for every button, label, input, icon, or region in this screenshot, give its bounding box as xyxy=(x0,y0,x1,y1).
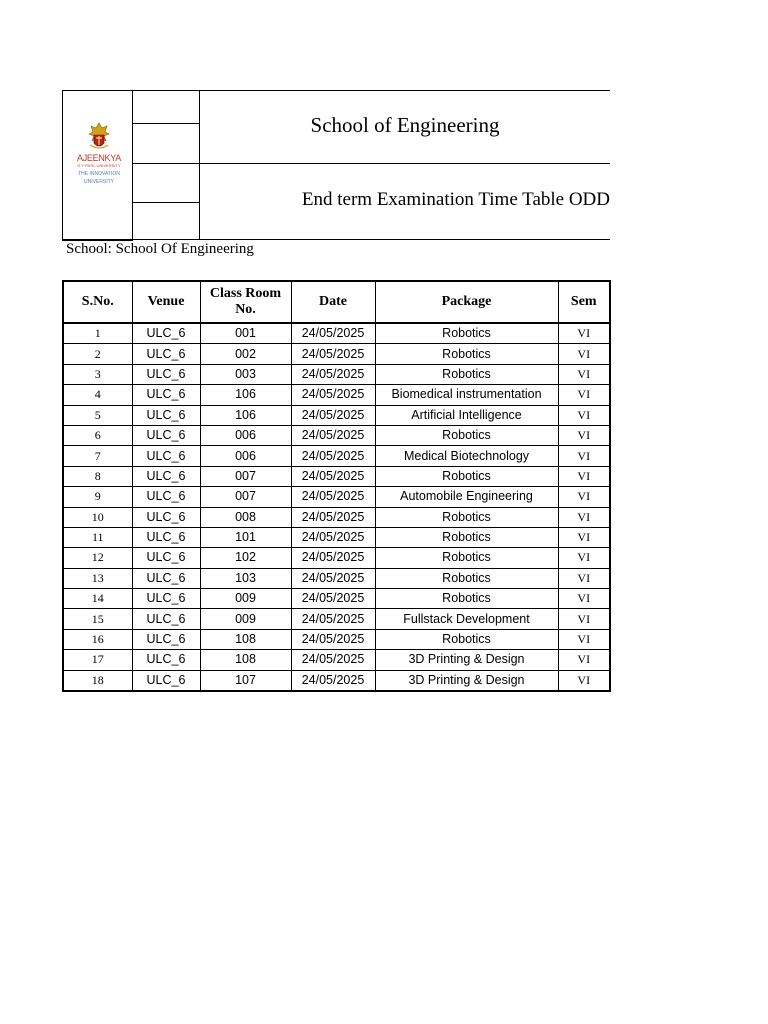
table-row xyxy=(63,527,610,547)
header-middle-column xyxy=(132,90,200,241)
cell-date: 24/05/2025 xyxy=(291,527,375,547)
cell-venue: ULC_6 xyxy=(132,609,200,629)
cell-classroom: 006 xyxy=(200,425,291,445)
cell-date: 24/05/2025 xyxy=(291,487,375,507)
cell-date: 24/05/2025 xyxy=(291,425,375,445)
cell-date: 24/05/2025 xyxy=(291,629,375,649)
cell-sem: VI xyxy=(558,466,610,486)
cell-venue: ULC_6 xyxy=(132,629,200,649)
cell-classroom: 107 xyxy=(200,670,291,691)
cell-sno: 4 xyxy=(63,385,132,405)
cell-date: 24/05/2025 xyxy=(291,323,375,344)
table-row xyxy=(63,425,610,445)
cell-package: Biomedical instrumentation xyxy=(375,385,558,405)
cell-sno: 9 xyxy=(63,487,132,507)
cell-classroom: 008 xyxy=(200,507,291,527)
cell-package: Robotics xyxy=(375,629,558,649)
cell-sno: 14 xyxy=(63,589,132,609)
cell-sem: VI xyxy=(558,364,610,384)
cell-classroom: 101 xyxy=(200,527,291,547)
table-row xyxy=(63,364,610,384)
cell-sem: VI xyxy=(558,568,610,588)
cell-classroom: 102 xyxy=(200,548,291,568)
cell-package: Robotics xyxy=(375,589,558,609)
column-header-sem: Sem xyxy=(558,281,610,323)
cell-sem: VI xyxy=(558,629,610,649)
cell-date: 24/05/2025 xyxy=(291,385,375,405)
cell-classroom: 001 xyxy=(200,323,291,344)
logo-subtitle: D Y PATIL UNIVERSITY xyxy=(77,163,121,168)
cell-sno: 17 xyxy=(63,650,132,670)
table-row xyxy=(63,446,610,466)
table-row xyxy=(63,405,610,425)
school-label: School: School Of Engineering xyxy=(66,241,254,257)
table-row xyxy=(63,650,610,670)
cell-classroom: 007 xyxy=(200,466,291,486)
cell-sem: VI xyxy=(558,609,610,629)
cell-date: 24/05/2025 xyxy=(291,589,375,609)
cell-date: 24/05/2025 xyxy=(291,405,375,425)
cell-classroom: 002 xyxy=(200,344,291,364)
crest-icon xyxy=(86,121,112,151)
cell-classroom: 108 xyxy=(200,629,291,649)
logo-cell xyxy=(62,90,133,241)
column-header-date: Date xyxy=(291,281,375,323)
cell-venue: ULC_6 xyxy=(132,344,200,364)
cell-package: 3D Printing & Design xyxy=(375,670,558,691)
logo-tagline-1: THE INNOVATION xyxy=(78,171,120,177)
cell-sno: 10 xyxy=(63,507,132,527)
cell-sem: VI xyxy=(558,425,610,445)
cell-package: Robotics xyxy=(375,425,558,445)
table-row xyxy=(63,670,610,691)
cell-sem: VI xyxy=(558,385,610,405)
cell-sno: 18 xyxy=(63,670,132,691)
table-row xyxy=(63,548,610,568)
cell-sem: VI xyxy=(558,548,610,568)
cell-date: 24/05/2025 xyxy=(291,446,375,466)
cell-sno: 2 xyxy=(63,344,132,364)
cell-package: Robotics xyxy=(375,364,558,384)
cell-classroom: 007 xyxy=(200,487,291,507)
cell-classroom: 108 xyxy=(200,650,291,670)
table-body xyxy=(63,323,610,691)
table-row xyxy=(63,385,610,405)
table-row xyxy=(63,609,610,629)
column-header-classroom: Class Room No. xyxy=(200,281,291,323)
cell-classroom: 006 xyxy=(200,446,291,466)
cell-sem: VI xyxy=(558,527,610,547)
cell-package: Robotics xyxy=(375,323,558,344)
table-row xyxy=(63,466,610,486)
header-divider xyxy=(200,163,610,164)
cell-sem: VI xyxy=(558,323,610,344)
cell-sno: 13 xyxy=(63,568,132,588)
cell-sno: 5 xyxy=(63,405,132,425)
header-bottom-border xyxy=(62,239,610,240)
cell-date: 24/05/2025 xyxy=(291,650,375,670)
table-header-row xyxy=(63,281,610,323)
cell-classroom: 103 xyxy=(200,568,291,588)
cell-package: Robotics xyxy=(375,344,558,364)
exam-timetable xyxy=(62,280,611,692)
cell-package: Artificial Intelligence xyxy=(375,405,558,425)
cell-date: 24/05/2025 xyxy=(291,466,375,486)
cell-package: Fullstack Development xyxy=(375,609,558,629)
cell-package: Medical Biotechnology xyxy=(375,446,558,466)
cell-sno: 7 xyxy=(63,446,132,466)
header-cell xyxy=(132,124,200,164)
page-subtitle: End term Examination Time Table ODD xyxy=(301,189,610,210)
cell-venue: ULC_6 xyxy=(132,364,200,384)
cell-sem: VI xyxy=(558,650,610,670)
cell-classroom: 106 xyxy=(200,405,291,425)
cell-venue: ULC_6 xyxy=(132,487,200,507)
cell-venue: ULC_6 xyxy=(132,446,200,466)
cell-package: Robotics xyxy=(375,466,558,486)
cell-sem: VI xyxy=(558,487,610,507)
table-row xyxy=(63,323,610,344)
cell-venue: ULC_6 xyxy=(132,466,200,486)
cell-classroom: 106 xyxy=(200,385,291,405)
cell-package: Robotics xyxy=(375,548,558,568)
cell-package: Robotics xyxy=(375,568,558,588)
cell-sem: VI xyxy=(558,344,610,364)
cell-venue: ULC_6 xyxy=(132,568,200,588)
cell-sno: 6 xyxy=(63,425,132,445)
cell-classroom: 003 xyxy=(200,364,291,384)
cell-package: Robotics xyxy=(375,507,558,527)
logo-tagline xyxy=(75,170,123,186)
cell-date: 24/05/2025 xyxy=(291,364,375,384)
table-row xyxy=(63,507,610,527)
document-header xyxy=(62,90,610,241)
table-row xyxy=(63,344,610,364)
cell-venue: ULC_6 xyxy=(132,670,200,691)
cell-date: 24/05/2025 xyxy=(291,344,375,364)
cell-venue: ULC_6 xyxy=(132,527,200,547)
cell-sem: VI xyxy=(558,507,610,527)
cell-sno: 15 xyxy=(63,609,132,629)
table-row xyxy=(63,629,610,649)
header-cell xyxy=(132,91,200,124)
cell-date: 24/05/2025 xyxy=(291,507,375,527)
cell-sem: VI xyxy=(558,405,610,425)
cell-sno: 1 xyxy=(63,323,132,344)
cell-classroom: 009 xyxy=(200,589,291,609)
cell-date: 24/05/2025 xyxy=(291,568,375,588)
cell-venue: ULC_6 xyxy=(132,385,200,405)
cell-date: 24/05/2025 xyxy=(291,548,375,568)
cell-sem: VI xyxy=(558,589,610,609)
cell-date: 24/05/2025 xyxy=(291,609,375,629)
table-row xyxy=(63,568,610,588)
cell-sno: 12 xyxy=(63,548,132,568)
cell-package: 3D Printing & Design xyxy=(375,650,558,670)
cell-sno: 11 xyxy=(63,527,132,547)
cell-venue: ULC_6 xyxy=(132,405,200,425)
table-row xyxy=(63,589,610,609)
cell-package: Automobile Engineering xyxy=(375,487,558,507)
cell-sem: VI xyxy=(558,670,610,691)
cell-classroom: 009 xyxy=(200,609,291,629)
cell-sem: VI xyxy=(558,446,610,466)
cell-date: 24/05/2025 xyxy=(291,670,375,691)
column-header-venue: Venue xyxy=(132,281,200,323)
cell-sno: 3 xyxy=(63,364,132,384)
column-header-package: Package xyxy=(375,281,558,323)
cell-venue: ULC_6 xyxy=(132,507,200,527)
table-row xyxy=(63,487,610,507)
cell-venue: ULC_6 xyxy=(132,650,200,670)
cell-venue: ULC_6 xyxy=(132,323,200,344)
cell-venue: ULC_6 xyxy=(132,548,200,568)
column-header-sno: S.No. xyxy=(63,281,132,323)
page-title: School of Engineering xyxy=(310,113,500,137)
cell-package: Robotics xyxy=(375,527,558,547)
cell-sno: 16 xyxy=(63,629,132,649)
cell-venue: ULC_6 xyxy=(132,425,200,445)
cell-venue: ULC_6 xyxy=(132,589,200,609)
logo-tagline-2: UNIVERSITY xyxy=(83,179,114,185)
university-logo xyxy=(75,121,123,186)
logo-brand: AJEENKYA xyxy=(77,153,121,163)
cell-sno: 8 xyxy=(63,466,132,486)
